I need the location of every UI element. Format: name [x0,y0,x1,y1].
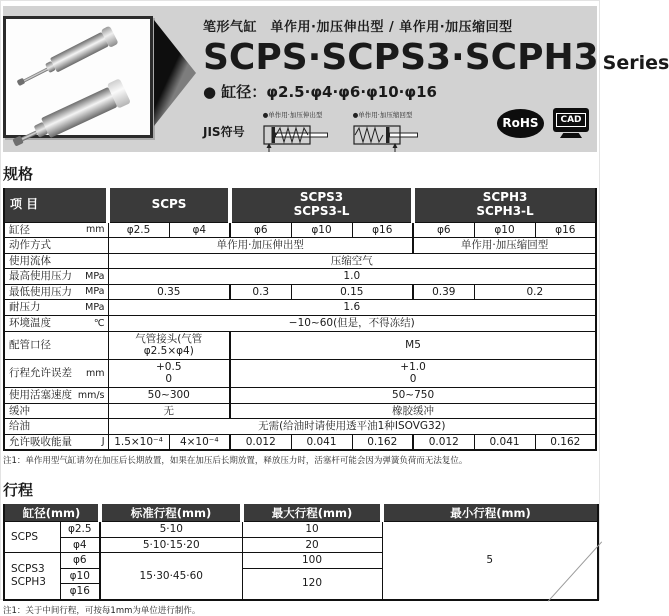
stroke-row [4,521,598,537]
spec-row [4,403,596,419]
spec-cell: 0.162 [535,434,596,450]
spec-cell: 无需(给油时请使用透平油1种ISOVG32) [108,419,596,435]
spec-col-item: 项 目 [4,188,108,222]
spec-row [4,284,596,300]
spec-cell: 橡胶缓冲 [230,403,596,419]
spec-row [4,359,596,387]
spec-header-row [4,188,596,222]
stroke-table [3,504,599,600]
series-suffix: Series [602,52,669,74]
stroke-cell: SCPS [4,521,60,552]
spec-row-label: 最低使用压力 MPa [4,284,108,300]
spec-cell: 50~750 [230,388,596,404]
spec-row-label: 动作方式 [4,238,108,254]
spec-row-label: 环境温度 ℃ [4,316,108,332]
page-content [3,152,597,616]
spec-table [3,188,597,451]
stroke-cell: 5·10 [100,521,242,537]
spec-cell: 1.0 [108,269,596,285]
bore-sizes-line: ● 缸径：φ2.5·φ4·φ6·φ10·φ16 [203,83,437,101]
spec-cell: 单作用·加压缩回型 [413,238,596,254]
stroke-section-heading: 行程 [3,481,34,500]
spec-row [4,388,596,404]
spec-cell: 单作用·加压伸出型 [108,238,413,254]
jis-symbol-extend [263,110,335,158]
stroke-col-3: 最大行程(mm) [242,504,382,521]
spec-row [4,419,596,435]
stroke-cell: 5 [382,521,598,599]
cad-label: CAD [556,113,585,127]
stroke-cell: 5·10·15·20 [100,537,242,553]
spec-row-label: 耐压力 MPa [4,300,108,316]
stroke-col-1: 缸径(mm) [4,504,100,521]
spec-row-label: 使用流体 [4,253,108,269]
stroke-cell: φ16 [60,584,100,600]
spec-row-label: 缸径 mm [4,222,108,238]
spec-row [4,238,596,254]
stroke-cell: φ2.5 [60,521,100,537]
spec-cell: φ6 [230,222,291,238]
spec-cell: 0.041 [474,434,535,450]
spec-cell: 0.35 [108,284,230,300]
stroke-cell: 120 [242,568,382,600]
jis-symbol-extend-icon [263,120,335,154]
spec-row-label: 允许吸收能量 J [4,434,108,450]
stroke-cell: φ10 [60,568,100,584]
spec-col-group-1: SCPS [108,188,230,222]
jis-label: JIS符号 [203,125,245,139]
certification-badges [497,108,589,138]
spec-row-label: 给油 [4,419,108,435]
cad-icon [553,108,589,138]
spec-section-heading: 规格 [3,165,34,183]
spec-cell: 0.162 [352,434,413,450]
spec-cell: 0.012 [230,434,291,450]
spec-cell: 0.041 [291,434,352,450]
spec-cell: 1.5×10⁻⁴ [108,434,169,450]
spec-cell: 0.15 [291,284,413,300]
spec-col-group-2: SCPS3 SCPS3-L [230,188,413,222]
spec-cell: 压缩空气 [108,253,596,269]
stroke-cell: 15·30·45·60 [100,553,242,600]
spec-cell: 0.012 [413,434,474,450]
spec-cell: φ10 [474,222,535,238]
spec-cell: φ10 [291,222,352,238]
stroke-cell: SCPS3 SCPH3 [4,553,60,600]
spec-row-label: 使用活塞速度 mm/s [4,388,108,404]
spec-cell: +1.0 0 [230,359,596,387]
spec-row [4,269,596,285]
stroke-header-row [4,504,598,521]
spec-cell: φ16 [352,222,413,238]
spec-row-label: 配管口径 [4,331,108,359]
pen-cylinder-image-small [13,26,118,93]
spec-row [4,300,596,316]
spec-row [4,222,596,238]
spec-row-label: 缓冲 [4,403,108,419]
spec-row [4,253,596,269]
product-subtitle: 笔形气缸 单作用·加压伸出型 / 单作用·加压缩回型 [203,20,513,35]
stroke-cell: φ6 [60,553,100,569]
spec-col-group-3: SCPH3 SCPH3-L [413,188,596,222]
spec-cell: +0.5 0 [108,359,230,387]
spec-cell: 无 [108,403,230,419]
spec-cell: φ6 [413,222,474,238]
spec-note: 注1：单作用型气缸请勿在加压后长期放置，如果在加压后长期放置，释放压力时，活塞杆可能会因为弹簧负荷而无法复位。 [3,456,468,467]
jis-retract-caption: ●单作用·加压缩回型 [352,111,413,119]
spec-cell: 0.2 [474,284,596,300]
stroke-cell: 20 [242,537,382,553]
spec-row [4,434,596,450]
spec-cell: 0.3 [230,284,291,300]
page-title [203,37,669,78]
header-banner [3,6,669,152]
spec-row-label: 行程允许误差 mm [4,359,108,387]
stroke-col-2: 标准行程(mm) [100,504,242,521]
spec-cell: φ4 [169,222,230,238]
product-photo [3,16,153,138]
spec-cell: 0.39 [413,284,474,300]
rohs-badge: RoHS [497,109,544,138]
spec-row [4,331,596,359]
spec-cell: −10~60(但是，不得冻结) [108,316,596,332]
jis-symbol-retract-icon [353,120,425,154]
spec-cell: 50~300 [108,388,230,404]
arrow-right-icon [154,20,196,126]
jis-symbol-retract [353,110,425,158]
jis-extend-caption: ●单作用·加压伸出型 [262,111,323,119]
stroke-cell: 10 [242,521,382,537]
stroke-col-4: 最小行程(mm) [382,504,598,521]
stroke-cell: 100 [242,553,382,569]
spec-cell: M5 [230,331,596,359]
stroke-cell: φ4 [60,537,100,553]
spec-cell: φ16 [535,222,596,238]
spec-cell: 1.6 [108,300,596,316]
spec-row [4,316,596,332]
spec-cell: 4×10⁻⁴ [169,434,230,450]
spec-row-label: 最高使用压力 MPa [4,269,108,285]
stroke-note: 注1：关于中间行程，可按每1mm为单位进行制作。 [3,605,201,616]
spec-cell: φ2.5 [108,222,169,238]
series-title: SCPS·SCPS3·SCPH3 [203,37,599,78]
spec-cell: 气管接头(气管φ2.5×φ4) [108,331,230,359]
